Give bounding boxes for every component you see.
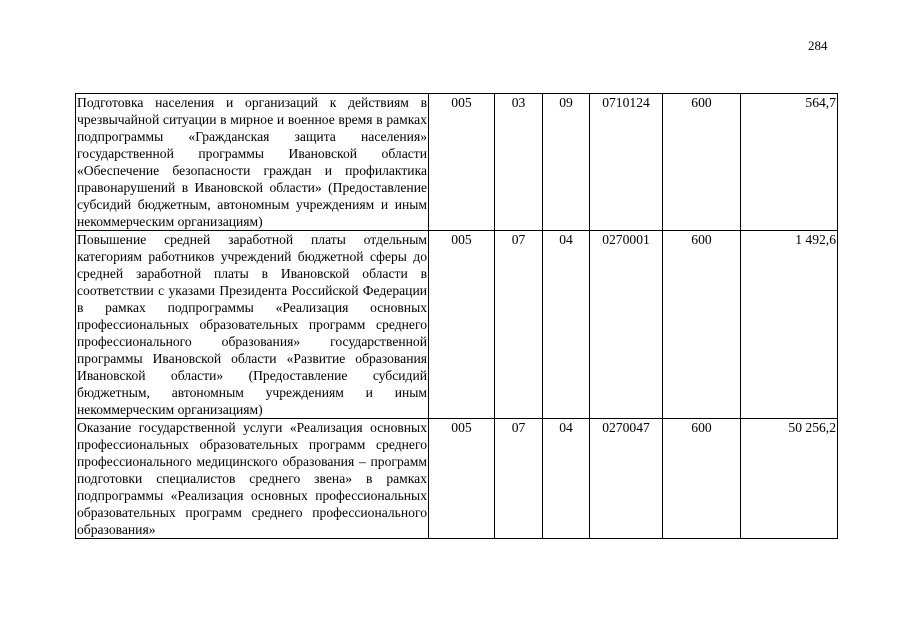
expense-type-code: 600 bbox=[663, 231, 741, 419]
subsection-code: 09 bbox=[543, 94, 590, 231]
section-code: 07 bbox=[495, 231, 543, 419]
target-article-code: 0270047 bbox=[590, 419, 663, 539]
target-article-code: 0270001 bbox=[590, 231, 663, 419]
subsection-code: 04 bbox=[543, 231, 590, 419]
row-description: Подготовка населения и организаций к действиям в чрезвычайной ситуации в мирное и военное время в рамках подпрограммы «Гражданская защита населения» государственной программы Ивановской области «Обеспечение безопасности граждан и профилактика правонарушений в Ивановской области» (Предоставление субсидий бюджетным, автономным учреждениям и иным некоммерческим организациям) bbox=[77, 95, 427, 229]
row-description: Оказание государственной услуги «Реализация основных профессиональных образовательных программ среднего профессионального медицинского образования – программ подготовки специалистов среднего звена» в рамках подпрограммы «Реализация основных профессиональных образовательных программ среднего профессионального образования» bbox=[77, 420, 427, 537]
amount-value: 50 256,2 bbox=[741, 419, 838, 539]
budget-table bbox=[75, 93, 838, 539]
subsection-code: 04 bbox=[543, 419, 590, 539]
table-row bbox=[76, 94, 838, 231]
ministry-code: 005 bbox=[429, 231, 495, 419]
table-row bbox=[76, 231, 838, 419]
expense-type-code: 600 bbox=[663, 419, 741, 539]
section-code: 07 bbox=[495, 419, 543, 539]
ministry-code: 005 bbox=[429, 94, 495, 231]
table-row bbox=[76, 419, 838, 539]
ministry-code: 005 bbox=[429, 419, 495, 539]
amount-value: 564,7 bbox=[741, 94, 838, 231]
section-code: 03 bbox=[495, 94, 543, 231]
expense-type-code: 600 bbox=[663, 94, 741, 231]
row-description: Повышение средней заработной платы отдельным категориям работников учреждений бюджетной сферы до средней заработной платы в Ивановской области в соответствии с указами Президента Российской Федерации в рамках подпрограммы «Реализация основных профессиональных образовательных программ среднего профессионального образования» государственной программы Ивановской области «Развитие образования Ивановской области» (Предоставление субсидий бюджетным, автономным учреждениям и иным некоммерческим организациям) bbox=[77, 232, 427, 417]
page-number: 284 bbox=[808, 38, 828, 53]
target-article-code: 0710124 bbox=[590, 94, 663, 231]
amount-value: 1 492,6 bbox=[741, 231, 838, 419]
